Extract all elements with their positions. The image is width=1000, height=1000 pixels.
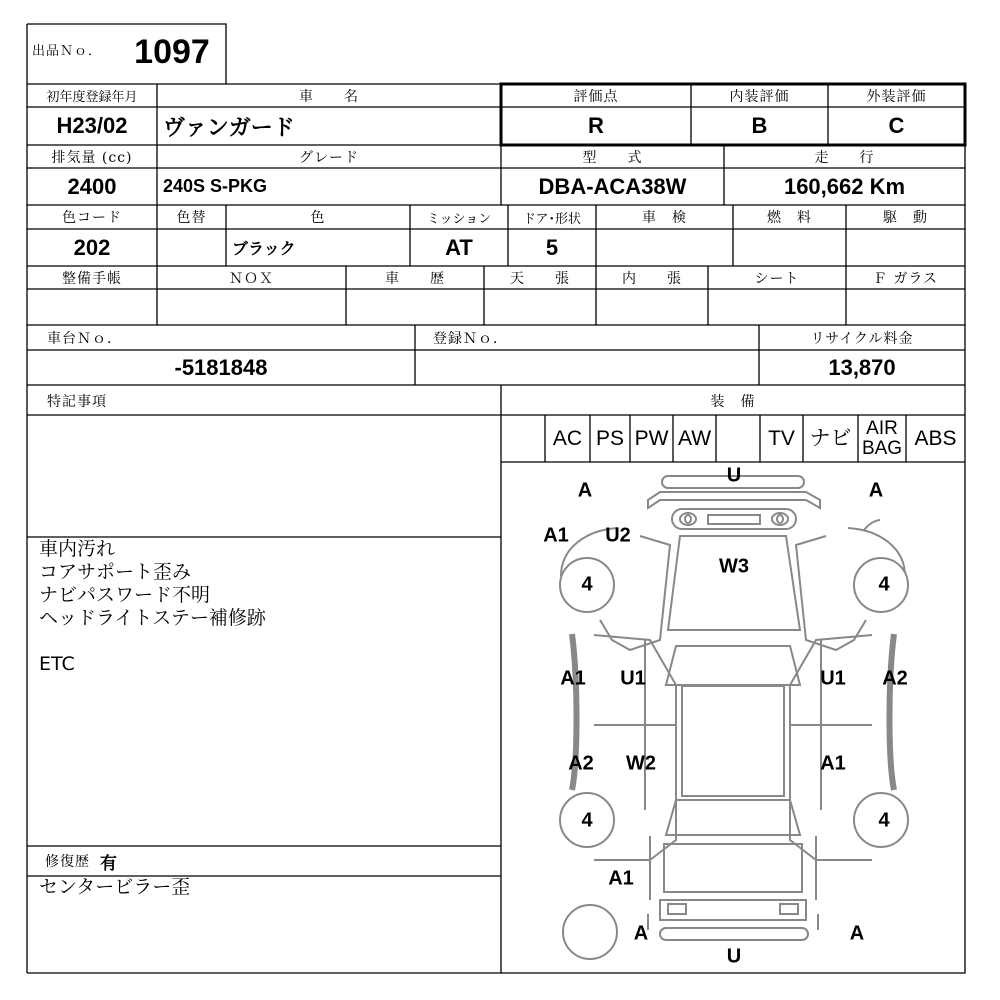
- chassis-value: -5181848: [174, 354, 268, 380]
- mark-front-top: U: [726, 464, 742, 487]
- notes-list: [39, 538, 499, 698]
- repair-note: センタービラー歪: [39, 876, 191, 898]
- drive-label: 駆 動: [883, 210, 928, 226]
- equipment-ps: PS: [595, 426, 624, 450]
- exterior-value: C: [888, 113, 905, 138]
- ceiling-label: 天 張: [510, 270, 570, 287]
- door-value: 5: [545, 234, 559, 260]
- mark-rear-bottom: U: [726, 945, 742, 968]
- mark-tire-fl: 4: [581, 573, 593, 596]
- equipment-item: [501, 415, 545, 462]
- displacement-label: 排気量 (cc): [51, 149, 133, 166]
- mark-door-rl: A2: [568, 752, 594, 775]
- seat-label: シート: [754, 270, 800, 287]
- note-line: コアサポート歪み: [39, 561, 192, 583]
- spare-tire-shape: [563, 905, 617, 959]
- interior-value: B: [751, 113, 768, 138]
- equipment-tv: TV: [768, 426, 795, 450]
- mileage-value: 160,662 Km: [783, 173, 906, 199]
- repair-value: 有: [100, 853, 117, 874]
- color-change-label: 色替: [176, 210, 207, 226]
- first-reg-value: H23/02: [56, 113, 128, 138]
- recycle-value: 13,870: [828, 354, 896, 380]
- mark-door-fl: A1: [560, 667, 586, 690]
- equipment-abs: ABS: [914, 426, 957, 450]
- first-reg-label: 初年度登録年月: [46, 90, 138, 105]
- lot-label: 出品Ｎｏ．: [32, 43, 103, 59]
- mark-hood: W3: [719, 555, 749, 578]
- repair-history-row: [27, 846, 501, 876]
- maintenance-label: 整備手帳: [62, 270, 122, 287]
- score-label: 評価点: [573, 88, 619, 105]
- mission-value: AT: [445, 234, 473, 260]
- car-name-label: 車 名: [299, 88, 359, 105]
- lot-number: 1097: [134, 32, 210, 71]
- chassis-label: 車台Ｎｏ．: [47, 330, 122, 347]
- mark-door-fl-u: U1: [620, 667, 646, 690]
- mileage-label: 走 行: [814, 149, 875, 166]
- mark-door-rl-w: W2: [626, 752, 656, 775]
- mark-pillar-u2: U2: [605, 524, 631, 547]
- score-value: R: [588, 113, 604, 138]
- equipment-ac: AC: [552, 426, 583, 450]
- mark-door-fr: A2: [882, 667, 908, 690]
- equipment-label: 装 備: [710, 394, 756, 410]
- exterior-label: 外装評価: [866, 88, 927, 105]
- repair-label: 修復歴: [45, 854, 90, 870]
- mark-pillar-a1: A1: [543, 524, 569, 547]
- reg-value: [415, 350, 759, 385]
- equipment-navi: ナビ: [809, 426, 852, 450]
- color-value: ブラック: [232, 241, 296, 258]
- inspection-label: 車 検: [642, 210, 687, 226]
- fuel-value: [733, 229, 846, 266]
- mark-front-right: A: [868, 479, 884, 502]
- drive-value: [846, 229, 965, 266]
- note-line: ETC: [39, 653, 75, 675]
- equipment-airbag: AIR BAG: [861, 417, 903, 459]
- glass-label: Ｆ ガラス: [872, 270, 939, 287]
- mission-label: ミッション: [426, 211, 492, 227]
- note-line: ナビパスワード不明: [39, 584, 211, 606]
- equipment-aw: AW: [677, 426, 712, 450]
- model-label: 型 式: [582, 149, 643, 166]
- interior-trim-label: 内 張: [622, 270, 682, 287]
- color-code-value: 202: [73, 234, 111, 260]
- notes-label: 特記事項: [47, 394, 107, 410]
- mark-rear-left: A: [633, 922, 649, 945]
- reg-label: 登録Ｎｏ．: [433, 330, 508, 347]
- rear-gate-shape: [664, 844, 802, 892]
- door-label: ドア･形状: [522, 211, 582, 227]
- mark-tire-rr: 4: [878, 809, 890, 832]
- grade-label: グレード: [299, 149, 359, 166]
- mark-door-rr: A1: [820, 752, 846, 775]
- color-code-label: 色コード: [62, 210, 122, 226]
- inspection-value: [596, 229, 733, 266]
- roof-shape: [682, 686, 784, 796]
- interior-label: 内装評価: [729, 88, 790, 105]
- note-line: 車内汚れ: [39, 538, 116, 560]
- front-bumper-shape: [648, 492, 820, 508]
- grade-value: 240S S-PKG: [163, 176, 268, 196]
- recycle-label: リサイクル料金: [810, 330, 914, 347]
- car-name-value: ヴァンガード: [163, 114, 295, 140]
- model-value: DBA-ACA38W: [538, 173, 687, 199]
- mark-rear-right: A: [849, 922, 865, 945]
- note-line: [39, 630, 499, 653]
- equipment-pw: PW: [634, 426, 669, 450]
- hood-shape: [668, 536, 800, 630]
- equipment-item: [716, 415, 760, 462]
- note-line: ヘッドライトステー補修跡: [39, 607, 266, 629]
- history-label: 車 歴: [385, 270, 445, 287]
- mark-tire-fr: 4: [878, 573, 890, 596]
- mark-rear-gate: A1: [608, 867, 634, 890]
- mark-front-left: A: [577, 479, 593, 502]
- color-label: 色: [310, 210, 326, 226]
- mark-door-fr-u: U1: [820, 667, 846, 690]
- displacement-value: 2400: [67, 173, 117, 199]
- nox-label: ＮＯＸ: [229, 270, 274, 287]
- fuel-label: 燃 料: [767, 210, 812, 226]
- mark-tire-rl: 4: [581, 809, 593, 832]
